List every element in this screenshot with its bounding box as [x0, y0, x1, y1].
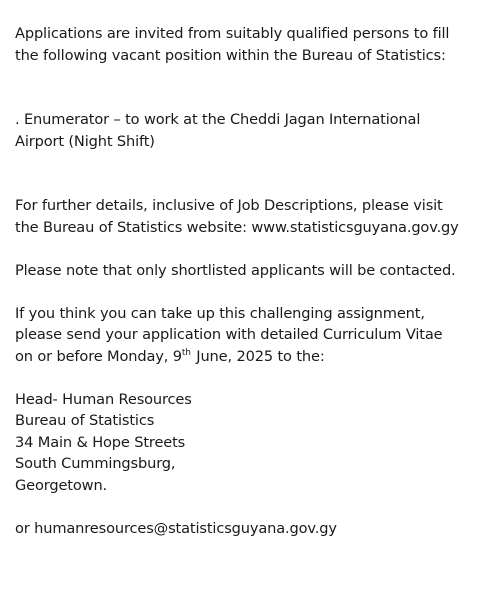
address-line: Bureau of Statistics — [15, 412, 155, 429]
job-advertisement — [15, 23, 495, 539]
apply-line-1: If you think you can take up this challenging assignment, — [15, 304, 425, 322]
spacer — [15, 496, 495, 518]
address-line: 34 Main & Hope Streets — [15, 433, 186, 451]
position-line-1: . Enumerator – to work at the Cheddi Jagan International — [15, 111, 421, 128]
date-ordinal-suffix: th — [181, 347, 191, 358]
address-line: Head- Human Resources — [15, 390, 192, 408]
shortlist-note: Please note that only shortlisted applicants will be contacted. — [15, 261, 456, 279]
email-contact: or humanresources@statisticsguyana.gov.gy — [15, 519, 337, 537]
apply-line-3 — [15, 346, 495, 368]
details-line-2: the Bureau of Statistics website: www.statisticsguyana.gov.gy — [15, 218, 459, 236]
spacer — [15, 152, 495, 195]
spacer — [15, 66, 495, 109]
deadline-prefix: on or before Monday, 9 — [15, 347, 182, 365]
intro-line-1: Applications are invited from suitably qualified persons to fill — [15, 25, 450, 42]
spacer — [15, 281, 495, 303]
intro-line-2: the following vacant position within the Bureau of Statistics: — [15, 46, 446, 64]
details-line-1: For further details, inclusive of Job Descriptions, please visit — [15, 197, 443, 214]
deadline-suffix: June, 2025 to the: — [191, 347, 325, 365]
spacer — [15, 238, 495, 260]
position-line-2: Airport (Night Shift) — [15, 132, 155, 150]
apply-line-2: please send your application with detailed Curriculum Vitae — [15, 326, 443, 343]
spacer — [15, 367, 495, 389]
address-line: Georgetown. — [15, 476, 108, 494]
address-line: South Cummingsburg, — [15, 455, 176, 472]
